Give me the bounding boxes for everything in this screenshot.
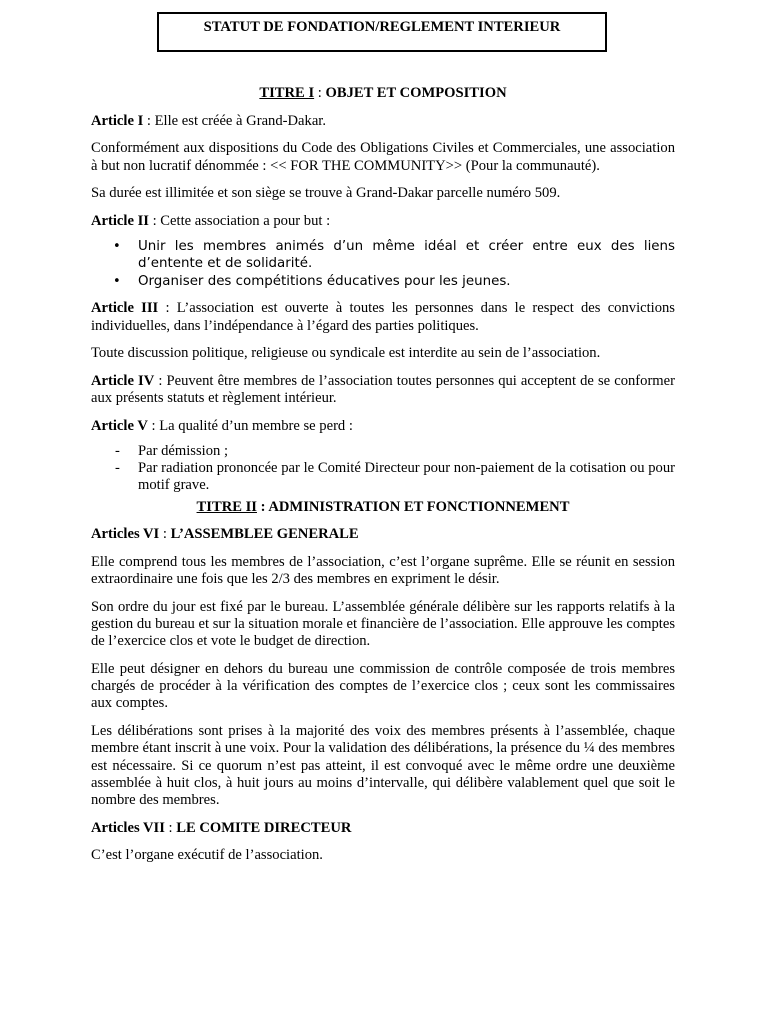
article-7-title: LE COMITE DIRECTEUR	[176, 819, 352, 836]
article-3-text: : L’association est ouverte à toutes les personnes dans le respect des convictions individuelles, dans l’indépendance à l’égard des parties politiques.	[91, 300, 675, 334]
titre-2-sep: :	[256, 498, 269, 515]
article-3	[91, 300, 675, 334]
article-5-item-1: - Par démission ;	[91, 443, 675, 460]
article-7-label: Articles VII	[91, 819, 165, 836]
article-2-list	[91, 238, 675, 290]
article-5-item-2: - Par radiation prononcée par le Comité Directeur pour non-paiement de la cotisation ou pour motif grave.	[91, 460, 675, 494]
article-1	[91, 113, 675, 130]
article-2	[91, 213, 675, 230]
article-4-label: Article IV	[91, 372, 155, 389]
article-6-paragraph-1: Elle comprend tous les membres de l’association, c’est l’organe suprême. Elle se réunit en session extraordinaire une fois que les 2/3 des membres en expriment le désir.	[91, 554, 675, 588]
titre-2-label: TITRE II	[196, 498, 257, 515]
article-4	[91, 373, 675, 407]
article-5-list	[91, 443, 675, 495]
titre-2-text: ADMINISTRATION ET FONCTIONNEMENT	[268, 498, 570, 515]
article-5-label: Article V	[91, 417, 148, 434]
article-6-label: Articles VI	[91, 526, 160, 543]
titre-1-label: TITRE I	[259, 85, 315, 101]
titre-1-heading	[91, 85, 675, 102]
article-7-sep: :	[164, 819, 177, 836]
article-7-paragraph-1: C’est l’organe exécutif de l’association.	[91, 847, 323, 864]
article-5	[91, 418, 675, 435]
article-3-paragraph-2: Toute discussion politique, religieuse ou syndicale est interdite au sein de l’association.	[91, 345, 601, 362]
article-6-paragraph-2: Son ordre du jour est fixé par le bureau. L’assemblée générale délibère sur les rapports relatifs à la gestion du bureau et sur la situation morale et financière de l’association. Elle approuve les comptes de l’exercice clos et vote le budget de direction.	[91, 598, 675, 650]
titre-1-text: OBJET ET COMPOSITION	[325, 85, 507, 101]
article-1-paragraph-2: Sa durée est illimitée et son siège se trouve à Grand-Dakar parcelle numéro 509.	[91, 185, 561, 202]
titre-1-sep: :	[314, 85, 326, 101]
titre-2-heading	[91, 499, 675, 516]
article-6-heading	[91, 526, 675, 543]
article-1-paragraph-1: Conformément aux dispositions du Code des Obligations Civiles et Commerciales, une association à but non lucratif dénommée : << FOR THE COMMUNITY>> (Pour la communauté).	[91, 140, 675, 174]
article-6-paragraph-4: Les délibérations sont prises à la majorité des voix des membres présents à l’assemblée, chaque membre étant inscrit à une voix. Pour la validation des délibérations, la présence du ¼ des membres est nécessaire. Si ce quorum n’est pas atteint, il est convoqué avec le même ordre une deuxième assemblée à huit clos, à huit jours au moins d’intervalle, qui délibère valablement quel que soit le nombre des membres.	[91, 723, 675, 808]
article-6-sep: :	[159, 526, 171, 543]
article-2-item-2: • Organiser des compétitions éducatives pour les jeunes.	[91, 273, 675, 290]
article-6-title: L’ASSEMBLEE GENERALE	[170, 526, 359, 543]
article-5-text: : La qualité d’un membre se perd :	[147, 417, 353, 434]
article-2-item-1: • Unir les membres animés d’un même idéal et créer entre eux des liens d’entente et de solidarité.	[91, 238, 675, 272]
article-4-text: : Peuvent être membres de l’association toutes personnes qui acceptent de se conformer aux présents statuts et règlement intérieur.	[91, 372, 675, 407]
article-7-heading	[91, 820, 675, 837]
article-3-label: Article III	[91, 300, 159, 317]
article-2-label: Article II	[91, 213, 149, 230]
document-title: STATUT DE FONDATION/REGLEMENT INTERIEUR	[203, 19, 561, 35]
article-1-text: : Elle est créée à Grand-Dakar.	[143, 112, 327, 129]
article-2-text: : Cette association a pour but :	[148, 213, 331, 230]
article-6-paragraph-3: Elle peut désigner en dehors du bureau une commission de contrôle composée de trois membres chargés de procéder à la vérification des comptes de l’exercice clos ; ceux sont les commissaires aux comptes.	[91, 661, 675, 712]
document-title-box	[157, 12, 607, 52]
document-body	[91, 85, 675, 875]
article-1-label: Article I	[91, 112, 144, 129]
